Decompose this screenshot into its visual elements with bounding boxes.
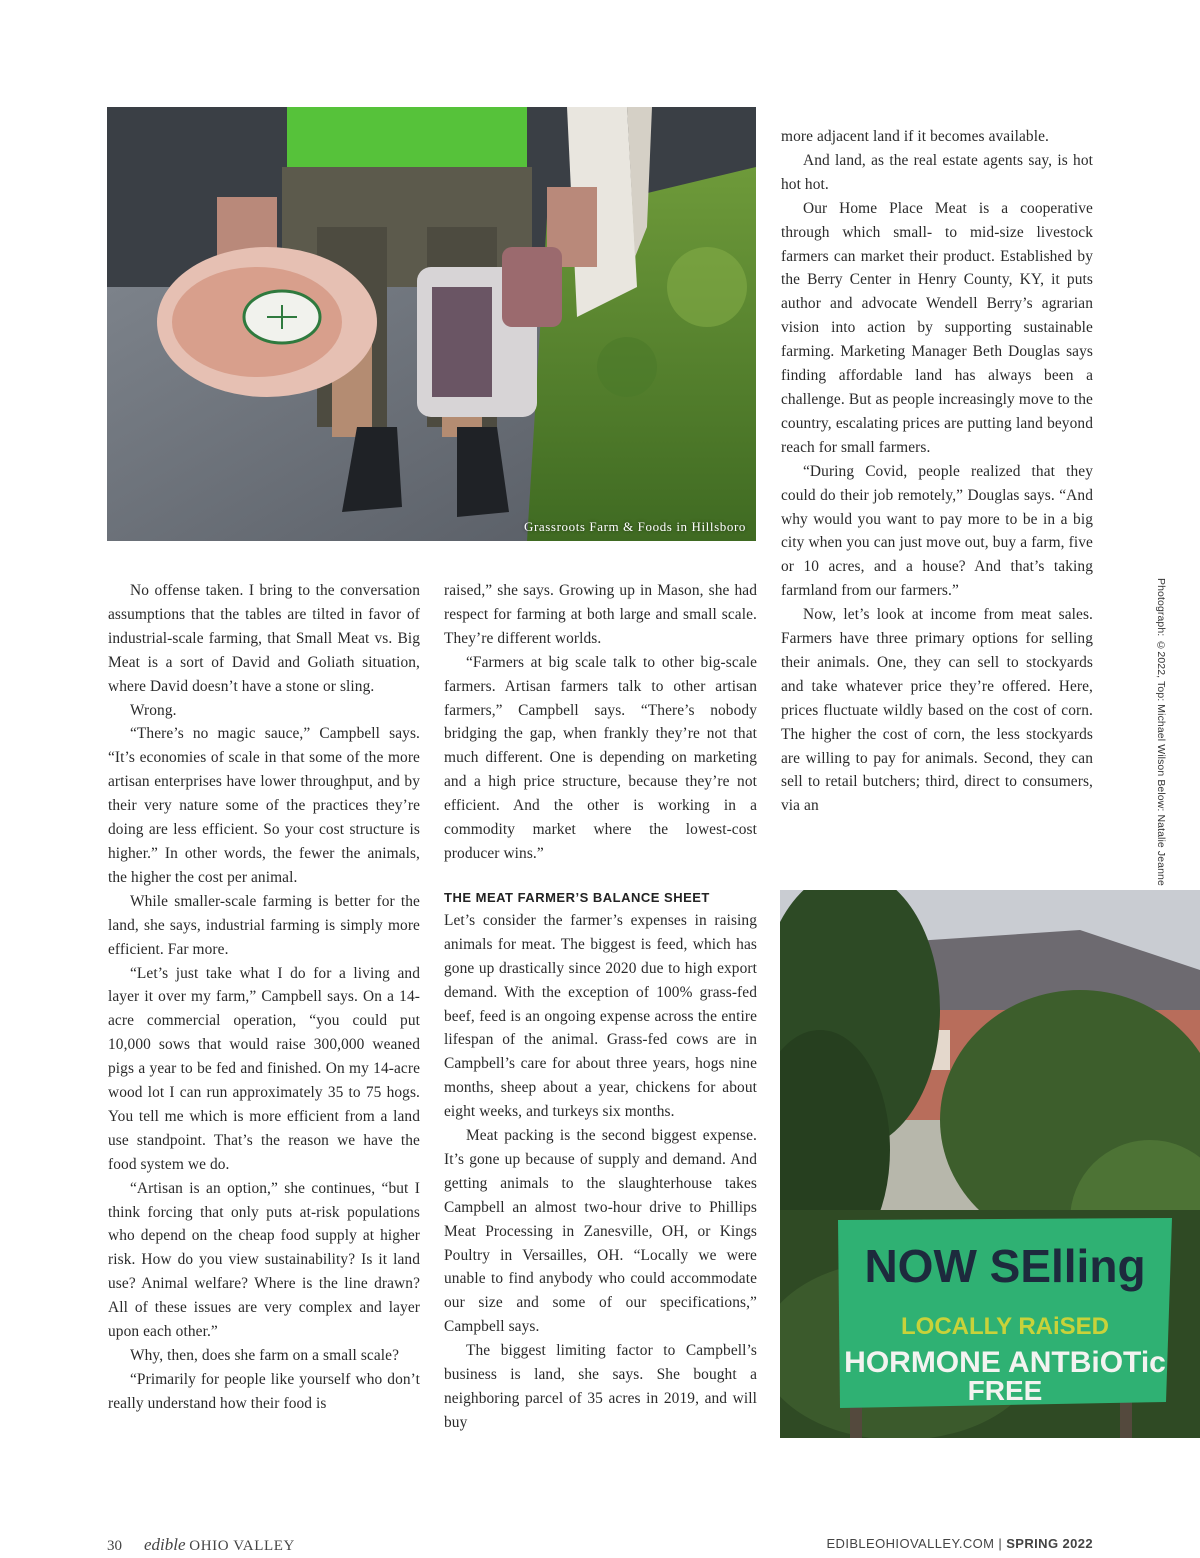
footer-left [107, 1535, 295, 1555]
farm-sign-photo [780, 890, 1200, 1438]
article-column-3 [781, 125, 1093, 818]
site-url: EDIBLEOHIOVALLEY.COM [826, 1536, 995, 1551]
photo-caption: Grassroots Farm & Foods in Hillsboro [523, 519, 746, 534]
brand-italic: edible [144, 1535, 186, 1554]
paragraph: Our Home Place Meat is a cooperative through which small- to mid-size livestock farmers can market their product. Established by the Berry Center in Henry County, KY, it puts author and advocate Wendell Berry’s agrarian vision into action by supporting sustainable farming. Marketing Manager Beth Douglas says finding affordable land has always been a challenge. But as people increasingly move to the country, escalating prices are putting land beyond reach for small farmers. [781, 199, 1093, 456]
footer-right [826, 1536, 1093, 1551]
paragraph: Wrong. [130, 701, 177, 719]
paragraph: raised,” she says. Growing up in Mason, she had respect for farming at both large and small scale. They’re different worlds. [444, 582, 757, 647]
paragraph: Why, then, does she farm on a small scale? [130, 1347, 400, 1364]
paragraph: No offense taken. I bring to the conversation assumptions that the tables are tilted in favor of industrial-scale farming, that Small Meat vs. Big Meat is a sort of David and Goliath situation, where David doesn’t have a stone or sling. [108, 582, 420, 695]
paragraph: “During Covid, people realized that they could do their job remotely,” Douglas says. “And why would you want to pay more to be in a big city when you can just move out, buy a farm, five or 10 acres, and a house? And that’s taking farmland from our farmers.” [781, 462, 1093, 600]
sign-line-4: FREE [967, 1375, 1043, 1406]
sign-line-2: LOCALLY RAiSED [900, 1313, 1110, 1340]
paragraph: “Farmers at big scale talk to other big-scale farmers. Artisan farmers talk to other artisan farmers,” Campbell says. “There’s nobody bridging the gap, when frankly they’re not that much different. One is depending on marketing and a high price structure, because they’re not efficient. And the other is working in a commodity market where the lowest-cost producer wins.” [444, 653, 757, 862]
paragraph: And land, as the real estate agents say, is hot hot hot. [781, 151, 1093, 193]
farmer-holding-meat-photo [107, 107, 756, 541]
farmer-holding-packaged-meat-photo-icon [107, 107, 756, 541]
article-column-2 [444, 579, 757, 1435]
paragraph: “There’s no magic sauce,” Campbell says. “It’s economies of scale in that some of the more artisan enterprises have lower throughput, and by their very nature some of the practices they’re doing are less efficient. So your cost structure is higher.” In other words, the fewer the animals, the higher the cost per animal. [108, 725, 420, 886]
paragraph: Meat packing is the second biggest expense. It’s gone up because of supply and demand. And getting animals to the slaughterhouse takes Campbell an almost two-hour drive to Phillips Meat Processing in Zanesville, OH, or Kings Poultry in Versailles, OH. “Locally we were unable to find anybody who could accommodate our size and some of our specifications,” Campbell says. [444, 1127, 757, 1336]
article-column-1 [108, 579, 420, 1416]
paragraph: While smaller-scale farming is better for the land, she says, industrial farming is simply more efficient. Far more. [108, 892, 420, 958]
paragraph: “Artisan is an option,” she continues, “but I think forcing that only puts at-risk populations who depend on the cheap food supply at higher risk. How do you view sustainability? Is it land use? Animal welfare? Where is the line drawn? All of these issues are very complex and layer upon each other.” [108, 1179, 420, 1341]
page-number: 30 [107, 1538, 122, 1554]
sign-line-3: HORMONE ANTBiOTic [844, 1346, 1166, 1379]
paragraph: more adjacent land if it becomes available. [781, 128, 1049, 145]
photo-credit: Photograph: ©2022, Top: Michael Wilson Below: Natalie Jeanne [1155, 578, 1167, 886]
brand-caps: OHIO VALLEY [189, 1538, 295, 1554]
issue-label: SPRING 2022 [1006, 1536, 1093, 1551]
sign-line-1: NOW SElling [864, 1240, 1146, 1292]
paragraph: “Primarily for people like yourself who don’t really understand how their food is [108, 1370, 420, 1412]
footer-separator: | [998, 1536, 1003, 1551]
section-subhead: THE MEAT FARMER’S BALANCE SHEET [444, 889, 710, 905]
paragraph: Now, let’s look at income from meat sales. Farmers have three primary options for selling their animals. One, they can sell to stockyards and take whatever price they’re offered. Here, prices fluctuate wildly based on the cost of corn. The higher the cost of corn, the less stockyards are willing to pay for animals. Second, they can sell to retail butchers; third, direct to consumers, via an [781, 606, 1093, 815]
farm-sign-photo-icon [780, 890, 1200, 1438]
paragraph: “Let’s just take what I do for a living and layer it over my farm,” Campbell says. On a 14-acre commercial operation, “you could put 10,000 sows that would raise 300,000 weaned pigs a year to be fed and finished. On my 14-acre wood lot I can run approximately 35 to 75 hogs. You tell me which is more efficient from a land use standpoint. That’s the reason we have the food system we do. [108, 964, 420, 1173]
paragraph: Let’s consider the farmer’s expenses in raising animals for meat. The biggest is feed, which has gone up drastically since 2020 due to high export demand. With the exception of 100% grass-fed beef, feed is an ongoing expense across the entire lifespan of the animal. Grass-fed cows are in Campbell’s care for about three years, hogs nine months, sheep about a year, chickens for about eight weeks, and turkeys six months. [444, 911, 757, 1121]
paragraph: The biggest limiting factor to Campbell’s business is land, she says. She bought a neighboring parcel of 35 acres in 2019, and will buy [444, 1342, 757, 1431]
